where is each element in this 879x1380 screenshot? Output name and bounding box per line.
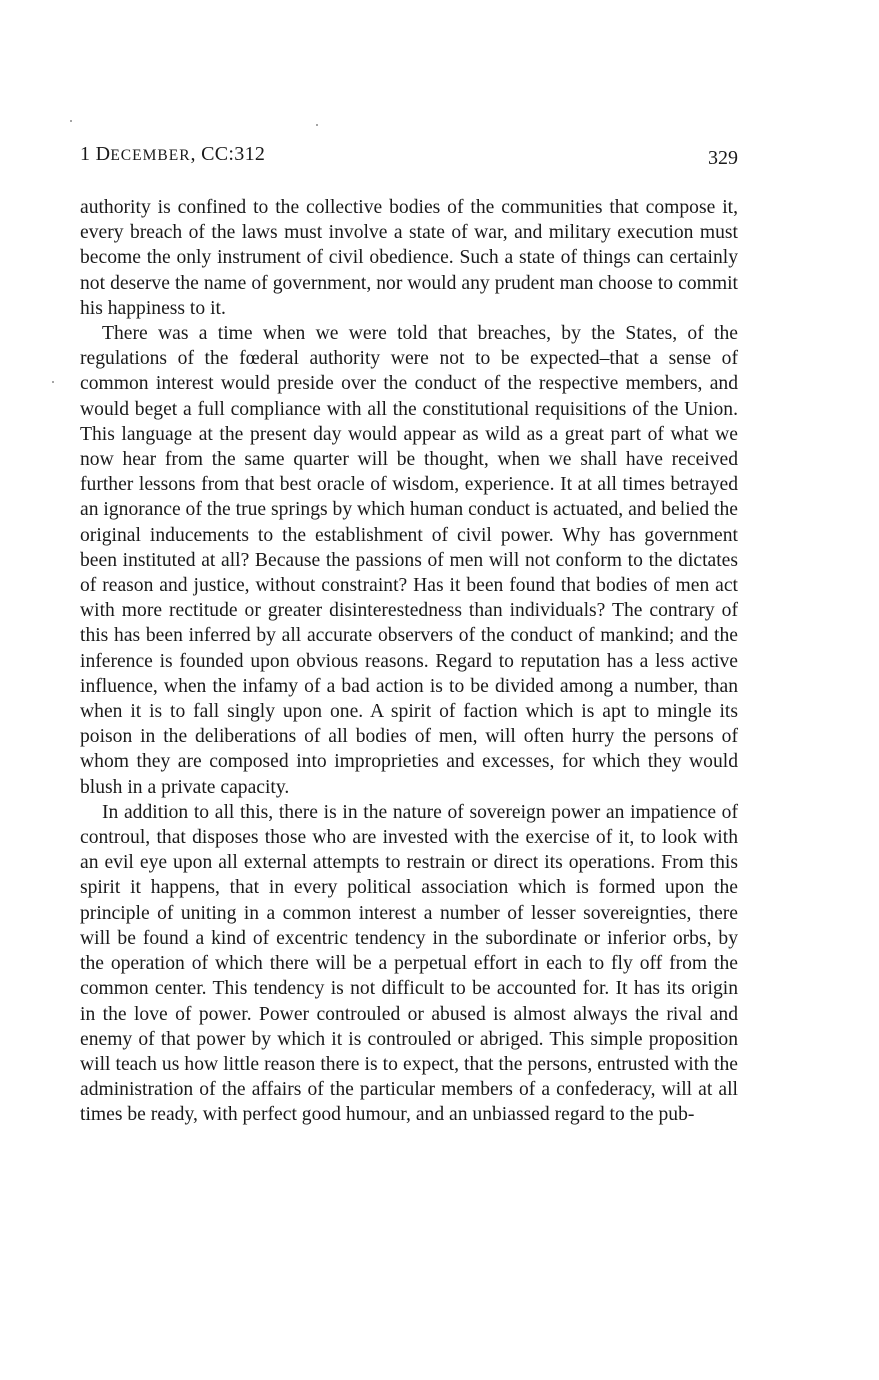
print-speck bbox=[52, 381, 54, 383]
print-speck bbox=[316, 124, 318, 126]
page-number: 329 bbox=[708, 147, 738, 169]
print-speck bbox=[70, 120, 72, 122]
paragraph-3: In addition to all this, there is in the nature of sovereign power an impatience of controul, that disposes those who are invested with the exercise of it, to look with an evil eye upon all external attempts to restrain or direct its operations. From this spirit it happens, that in every political association which is formed upon the principle of uniting in a common interest a number of lesser sovereignties, there will be found a kind of excentric tendency in the subordinate or inferior orbs, by the operation of which there will be a perpetual effort in each to fly off from the common center. This tendency is not difficult to be accounted for. It has its origin in the love of power. Power controuled or abused is almost always the rival and enemy of that power by which it is controuled or abriged. This simple proposition will teach us how little reason there is to expect, that the persons, entrusted with the administration of the affairs of the particular members of a confederacy, will at all times be ready, with perfect good humour, and an unbiassed regard to the pub- bbox=[80, 801, 738, 1126]
paragraph-1: authority is confined to the collective bodies of the communities that compose it, every breach of the laws must involve a state of war, and military execution must become the only instrument of civil obedience. Such a state of things can certainly not deserve the name of government, nor would any prudent man choose to commit his happiness to it. bbox=[80, 197, 738, 319]
running-head bbox=[80, 143, 738, 173]
folio-month: ECEMBER bbox=[110, 147, 191, 164]
folio-suffix: , CC:312 bbox=[190, 143, 266, 165]
paragraph-2: There was a time when we were told that breaches, by the States, of the regulations of the fœderal authority were not to be expected–that a sense of common interest would preside over the conduct of the respective members, and would beget a full compliance with all the constitutional requisitions of the Union. This language at the present day would appear as wild as a great part of what we now hear from the same quarter will be thought, when we shall have received further lessons from that best oracle of wisdom, experience. It at all times betrayed an ignorance of the true springs by which human conduct is actuated, and belied the original inducements to the establishment of civil power. Why has government been instituted at all? Because the passions of men will not conform to the dictates of reason and justice, without constraint? Has it been found that bodies of men act with more rectitude or greater disinterestedness than individuals? The contrary of this has been inferred by all accurate observers of the conduct of mankind; and the inference is founded upon obvious reasons. Regard to reputation has a less active influence, when the infamy of a bad action is to be divided among a number, than when it is to fall singly upon one. A spirit of faction which is apt to mingle its poison in the deliberations of all bodies of men, will often hurry the persons of whom they are composed into improprieties and excesses, for which they would blush in a private capacity. bbox=[80, 323, 738, 798]
folio-prefix: 1 D bbox=[80, 143, 111, 165]
body-text bbox=[80, 195, 738, 1128]
folio-line bbox=[80, 143, 265, 166]
